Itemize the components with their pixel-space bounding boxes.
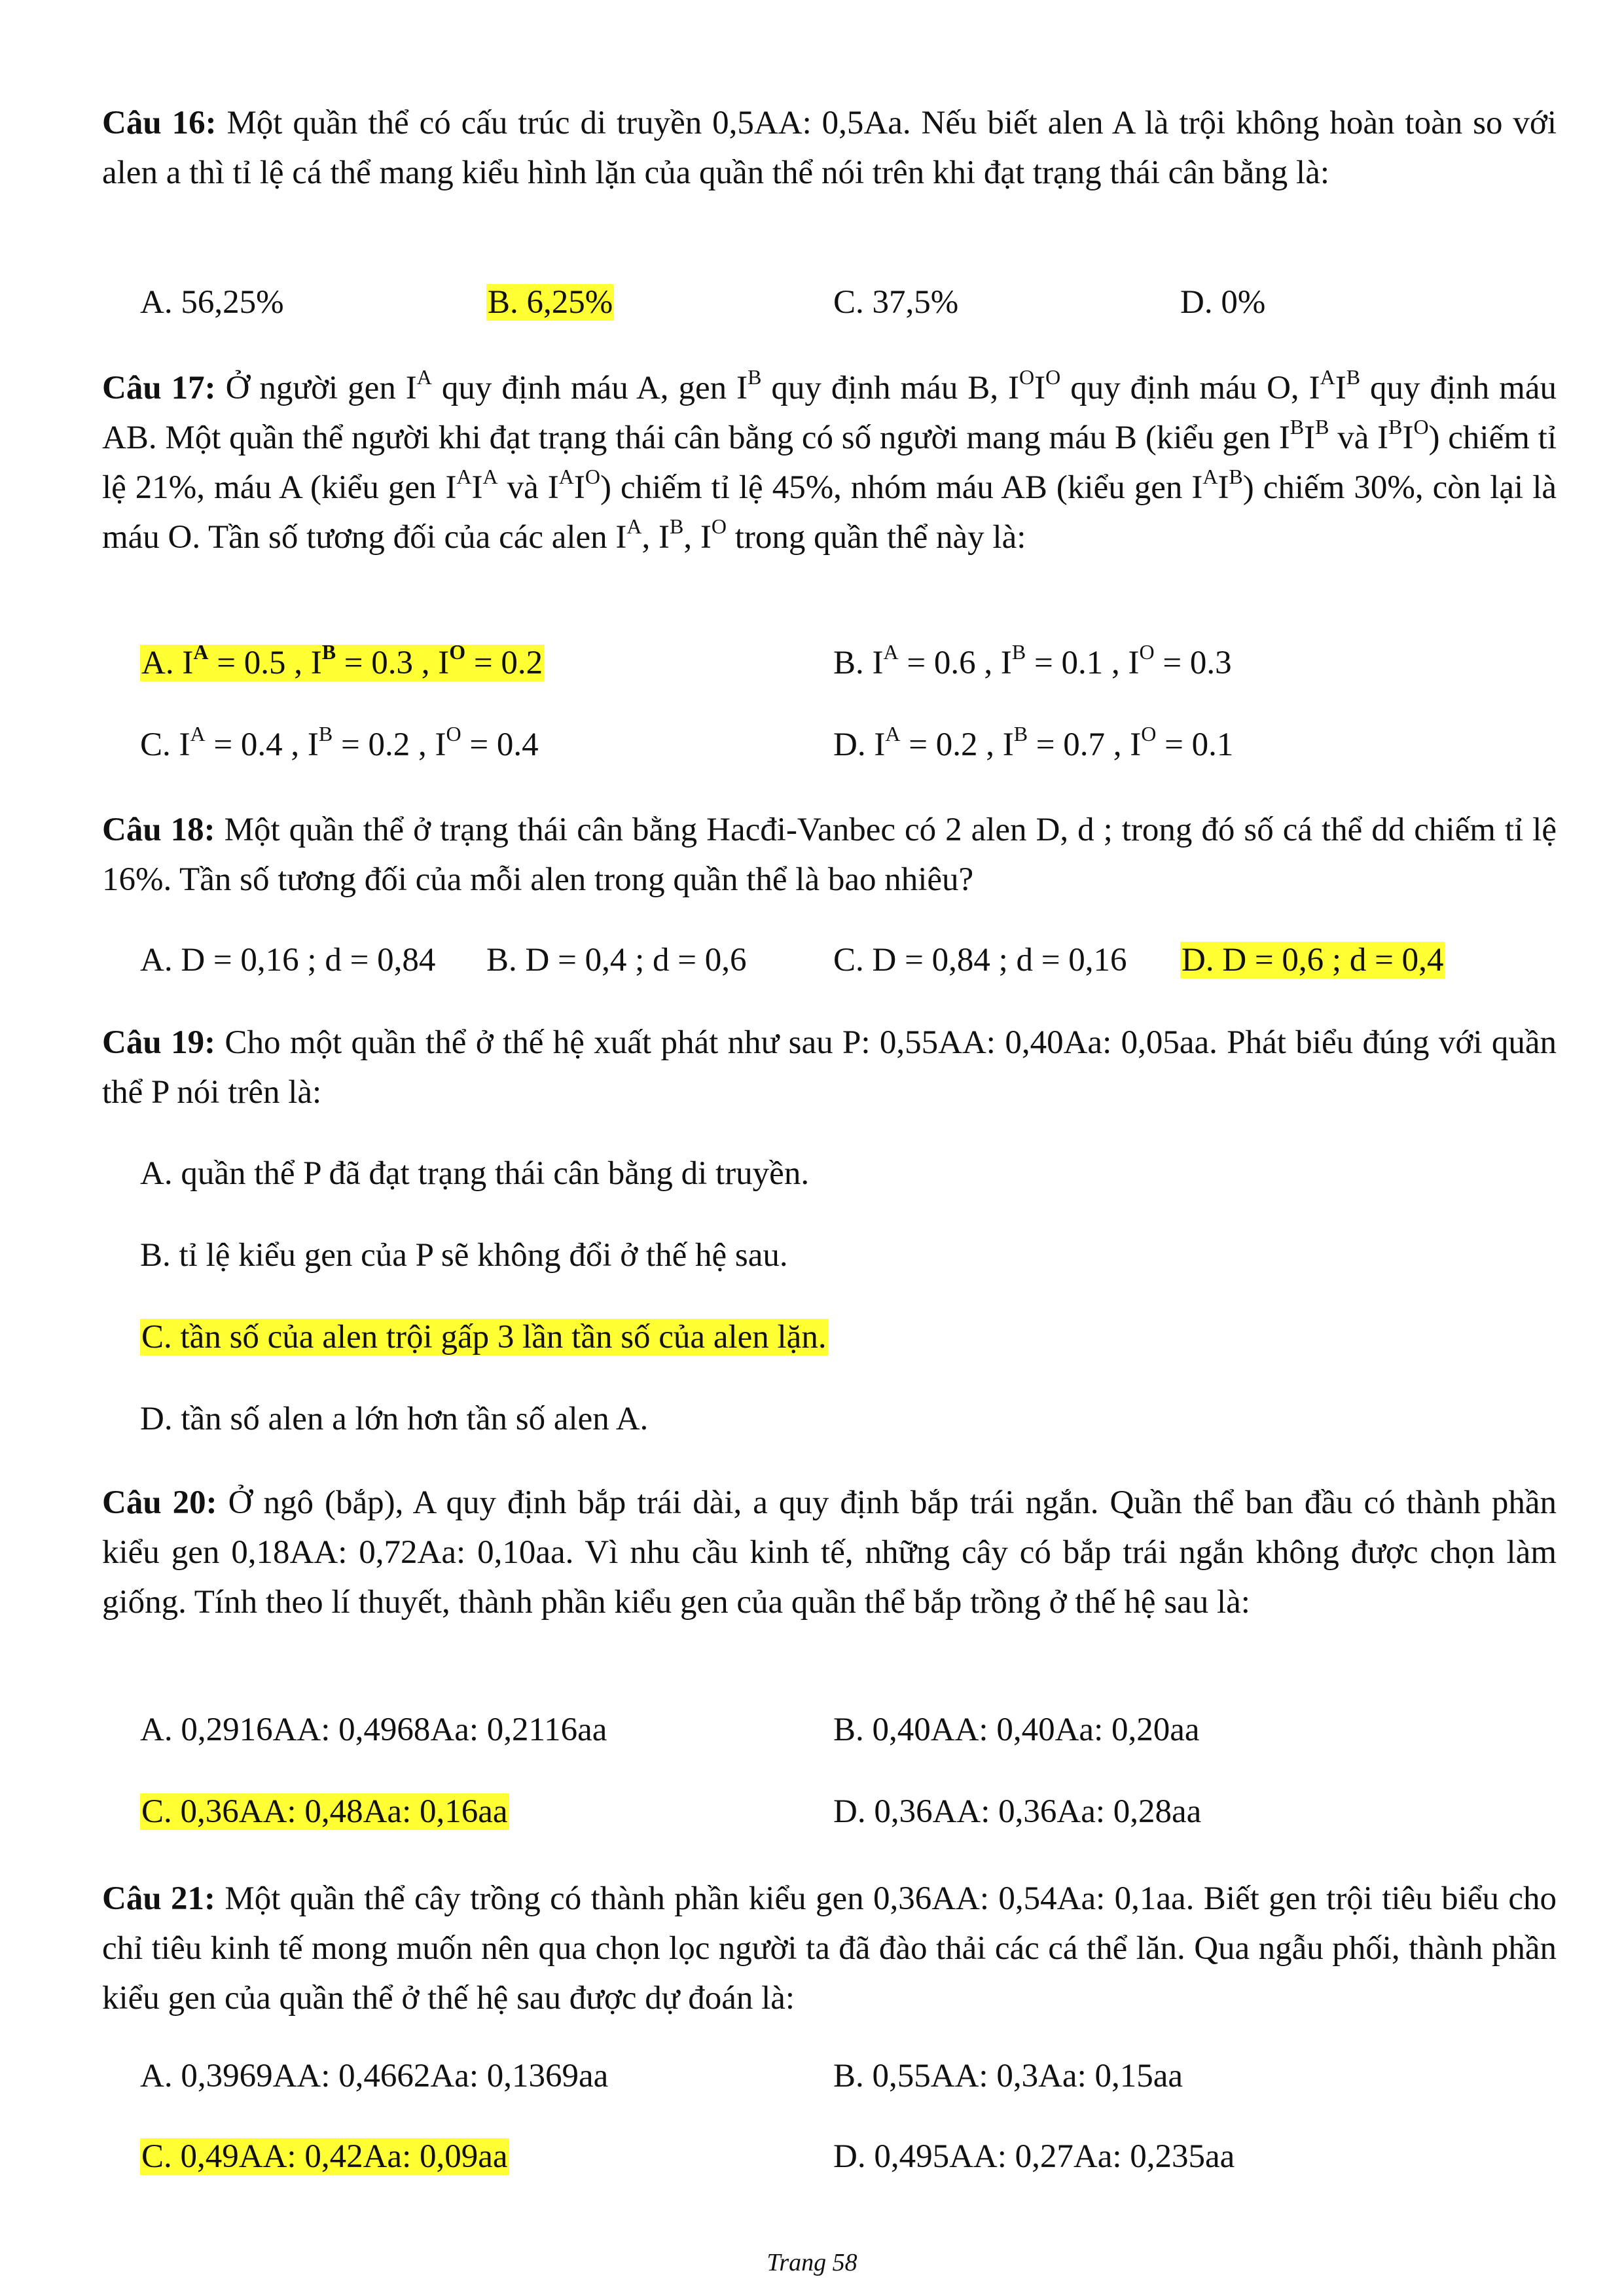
answer-highlight: D. D = 0,6 ; d = 0,4 [1182, 942, 1444, 978]
question-text: Ở ngô (bắp), A quy định bắp trái dài, a quy định bắp trái ngắn. Quần thể ban đầu có thành phần kiểu gen 0,18AA: 0,72Aa: 0,10aa. Vì nhu cầu kinh tế, những cây có bắp trái ngắn không được chọn làm giống. Tính theo lí thuyết, thành phần kiểu gen của quần thể bắp trồng ở thế hệ sau là: [102, 1484, 1557, 1621]
option-16-a: A. 56,25% [140, 284, 284, 321]
option-20-a: A. 0,2916AA: 0,4968Aa: 0,2116aa [140, 1712, 607, 1748]
question-text: Một quần thể cây trồng có thành phần kiểu gen 0,36AA: 0,54Aa: 0,1aa. Biết gen trội tiêu biểu cho chỉ tiêu kinh tế mong muốn nên qua chọn lọc người ta đã đào thải các cá thể lăn. Qua ngẫu phối, thành phần kiểu gen của quần thể ở thế hệ sau được dự đoán là: [102, 1880, 1557, 2017]
option-18-d [1180, 941, 1445, 980]
question-label: Câu 21: [102, 1880, 216, 1917]
option-18-c: C. D = 0,84 ; d = 0,16 [833, 942, 1127, 978]
option-21-d: D. 0,495AA: 0,27Aa: 0,235aa [833, 2138, 1235, 2175]
option-17-c: C. $I^A = 0.4$ , $I^B = 0.2$ , $I^O = 0.4$ [140, 722, 539, 763]
option-20-d: D. 0,36AA: 0,36Aa: 0,28aa [833, 1793, 1202, 1830]
option-21-b: B. 0,55AA: 0,3Aa: 0,15aa [833, 2058, 1183, 2094]
answer-highlight: B. 6,25% [488, 284, 613, 321]
question-text: Một quần thể có cấu trúc di truyền 0,5AA: 0,5Aa. Nếu biết alen A là trội không hoàn toàn so với alen a thì tỉ lệ cá thể mang kiểu hình lặn của quần thể nói trên khi đạt trạng thái cân bằng là: [102, 105, 1557, 191]
question-text: Cho một quần thể ở thế hệ xuất phát như sau P: 0,55AA: 0,40Aa: 0,05aa. Phát biểu đúng với quần thể P nói trên là: [102, 1024, 1557, 1111]
answer-highlight: C. tần số của alen trội gấp 3 lần tần số của alen lặn. [141, 1319, 827, 1355]
question-label: Câu 16: [102, 105, 217, 141]
answer-highlight: A. $I^A = 0.5$ , $I^B = 0.3$ , $I^O = 0.2$ [141, 640, 543, 681]
option-19-b: B. tỉ lệ kiểu gen của P sẽ không đổi ở thế hệ sau. [140, 1237, 788, 1274]
option-16-c: C. 37,5% [833, 284, 959, 321]
answer-highlight: C. 0,49AA: 0,42Aa: 0,09aa [141, 2138, 508, 2175]
option-19-c [140, 1318, 828, 1357]
question-17: Câu 17: Ở người gen $I^A$ quy định máu A, gen $I^B$ quy định máu B, $I^OI^O$ quy định máu O, $I^AI^B$ quy định máu AB. Một quần thể người khi đạt trạng thái cân bằng có số người mang máu B (kiểu gen $I^BI^B$ và $I^BI^O$) chiếm tỉ lệ 21%, máu A (kiểu gen $I^AI^A$ và $I^AI^O$) chiếm tỉ lệ 45%, nhóm máu AB (kiểu gen $I^AI^B$) chiếm 30%, còn lại là máu O. Tần số tương đối của các alen $I^A$, $I^B$, $I^O$ trong quần thể này là: [102, 365, 1557, 556]
option-18-a: A. D = 0,16 ; d = 0,84 [140, 942, 436, 978]
question-16 [102, 98, 1557, 198]
option-21-a: A. 0,3969AA: 0,4662Aa: 0,1369aa [140, 2058, 609, 2094]
question-label: Câu 17: [102, 370, 216, 406]
option-20-b: B. 0,40AA: 0,40Aa: 0,20aa [833, 1712, 1200, 1748]
option-16-d: D. 0% [1180, 284, 1266, 321]
option-18-b: B. D = 0,4 ; d = 0,6 [486, 942, 747, 978]
question-21 [102, 1874, 1557, 2023]
question-label: Câu 18: [102, 812, 215, 848]
option-17-d: D. $I^A = 0.2$ , $I^B = 0.7$ , $I^O = 0.1$ [833, 722, 1234, 763]
option-19-a: A. quần thể P đã đạt trạng thái cân bằng di truyền. [140, 1155, 810, 1192]
question-label: Câu 20: [102, 1484, 217, 1521]
option-19-d: D. tần số alen a lớn hơn tần số alen A. [140, 1401, 649, 1437]
option-20-c [140, 1792, 509, 1831]
question-text: Một quần thể ở trạng thái cân bằng Hacđi-Vanbec có 2 alen D, d ; trong đó số cá thể dd chiếm tỉ lệ 16%. Tần số tương đối của mỗi alen trong quần thể là bao nhiêu? [102, 812, 1557, 898]
option-17-a [140, 640, 544, 683]
page-number: Trang 58 [767, 2249, 857, 2276]
question-19 [102, 1018, 1557, 1117]
option-21-c [140, 2137, 509, 2176]
question-label: Câu 19: [102, 1024, 216, 1061]
answer-highlight: C. 0,36AA: 0,48Aa: 0,16aa [141, 1793, 508, 1830]
question-20 [102, 1478, 1557, 1627]
option-17-b: B. $I^A = 0.6$ , $I^B = 0.1$ , $I^O = 0.3$ [833, 640, 1232, 681]
option-16-b [486, 283, 614, 322]
question-18 [102, 805, 1557, 905]
